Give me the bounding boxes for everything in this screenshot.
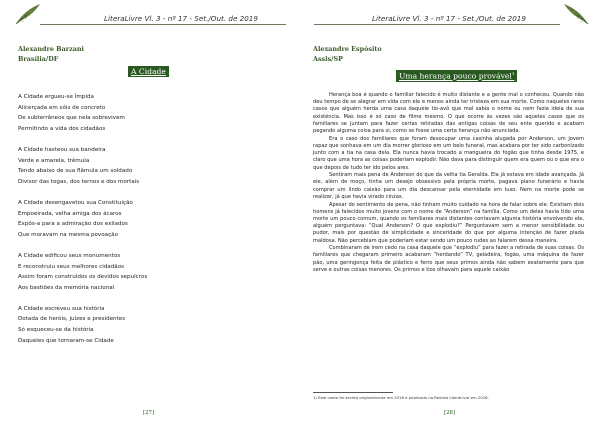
verse: Tendo abaixo de sua flâmula um soldado [18,168,133,175]
verse: Daqueles que tornaram-se Cidade [18,337,114,344]
verse: A Cidade edificou seus monumentos [18,252,121,259]
stanza [18,304,288,346]
poem-body [18,92,288,357]
verse: Só esqueceu-se da história [18,327,94,334]
verse: Empoeirada, velha amiga dos ácaros [18,210,122,217]
footnote-rule [313,392,393,393]
stanza [18,198,288,240]
author-location: Assis/SP [313,55,343,63]
author-name: Alexandre Espósito [313,45,382,53]
page-header: LiteraLivre Vl. 3 - nº 17 - Set./Out. de 2019 [104,14,258,23]
verse: E reconstruiu seus melhores cidadãos [18,263,125,270]
paragraph: Herança boa é quando o familiar falecido é muito distante e a gente mal o conheceu. Quando não deu tempo de se alegrar em vida com ele e menos ainda ter tristeza em sua morte. Como naqueles raros casos que alguém herda uma casa daquele tio-avô que mal sabia o nome ou nem fazia ideia de sua existência. Mas isso é só caso de filme mesmo. O que ocorre às vezes são aqueles casos que os familiares se juntam para fazer certas retiradas das antigas coisas de seu ente querido e acabam pegando alguma coisa para si, como se fosse uma certa herança não anunciada. [313,92,584,135]
verse: Expôs-a para a admiração dos exilados [18,221,128,228]
verse: Permitindo a vida dos cidadãos [18,125,106,132]
verse: A Cidade ergueu-se Ímpida [18,94,94,100]
story-title [396,70,517,82]
verse: Dotada de heróis, juízes e presidentes [18,316,126,323]
paragraph: Apesar do sentimento de pena, não tinham muito cuidado na hora de falar sobre ele. Existiam dois homens já falecidos muito jovens com o nome de “Anderson” na família. Como um deles havia tido uma morte um pouco comum, quando os familiares mais distantes contavam alguma história envolvendo ele, alguém perguntava: “Qual Anderson? O que explodiu?” Perguntavam sem a menor sensibilidade ou pudor, mais por questão de simplicidade e sinceridade do que por alguma intenção de fazer piada maldosa. Não percebiam que poderiam estar sendo um pouco rudes ao falarem dessa maneira. [313,201,584,244]
verse: A Cidade desengavetou sua Constituição [18,199,133,206]
header-rule [40,24,286,25]
verse: Aos bastiões da memória nacional [18,284,115,291]
paragraph: Combinaram de irem cedo na casa daquele que “explodiu” para fazer a retirada de suas coisas. Os familiares que chegaram primeiro acabaram “herdando” TV, geladeira, fogão, uma máquina de fazer pão, uma geringonça feita de plástico e ferro que seus primos ainda não sabem exatamente para que serve e outras coisas menores. Os primos e tios olhavam para aquele caixão [313,245,584,273]
author-location: Brasília/DF [18,55,59,63]
header-rule [314,24,560,25]
stanza [18,92,288,134]
stanza [18,145,288,187]
verse: A Cidade hasteou sua bandeira [18,146,106,153]
stanza [18,251,288,293]
page-number: [28] [444,410,456,416]
quill-icon [562,2,590,26]
poem-title: A Cidade [128,66,169,77]
verse: Divisor das togas, dos ternos e dos mortais [18,178,140,185]
story-body [313,92,584,275]
verse: De subterrâneos que nela sobrevivem [18,115,125,122]
paragraph: Sentiram mais pena de Anderson do que da velha tia Geralda. Ela já estava em idade avançada. Já ele, além de moço, tinha um desejo obsessivo pela própria morte, pagava plano funerário e havia comprar um lindo caixão para um dia descansar pela eternidade em luxo. Nem na morte pode se realizar, já que havia virado cinzas. [313,172,584,200]
quill-icon [14,2,42,26]
verse: Que moravam na mesma povoação [18,231,119,238]
verse: A Cidade escreveu sua história [18,305,105,312]
page-header: LiteraLivre Vl. 3 - nº 17 - Set./Out. de 2019 [372,14,526,23]
footnote: 1) Este conto foi escrito originalmente em 2016 e publicado na Revista LiteraLivre em 2016. [313,395,489,400]
story-title-text: Uma herança pouco provável [399,71,512,81]
footnote-marker: 1 [511,71,515,76]
page-number: [27] [143,410,155,416]
verse: Alicerçada em sóis de concreto [18,104,106,111]
author-name: Alexandre Barzani [18,45,84,53]
verse: Assim foram construídos os devidos sepulcros [18,274,148,281]
paragraph: Era o caso dos familiares que foram desocupar uma casinha alugada por Anderson, um jovem rapaz que sonhava em um dia morrer glorioso em um belo funeral, mas acabara por ter sido carbonizado junto com a tia na casa dela. Ela nunca havia trocado a mangueira do fogão que tinha desde 1975, e claro que uma hora as coisas poderiam explodir. Não dava para distinguir quem era quem ou o que era o que depois de tudo ter ido pelos ares. [313,135,584,171]
verse: Verde e amarela, trêmula [18,157,90,164]
